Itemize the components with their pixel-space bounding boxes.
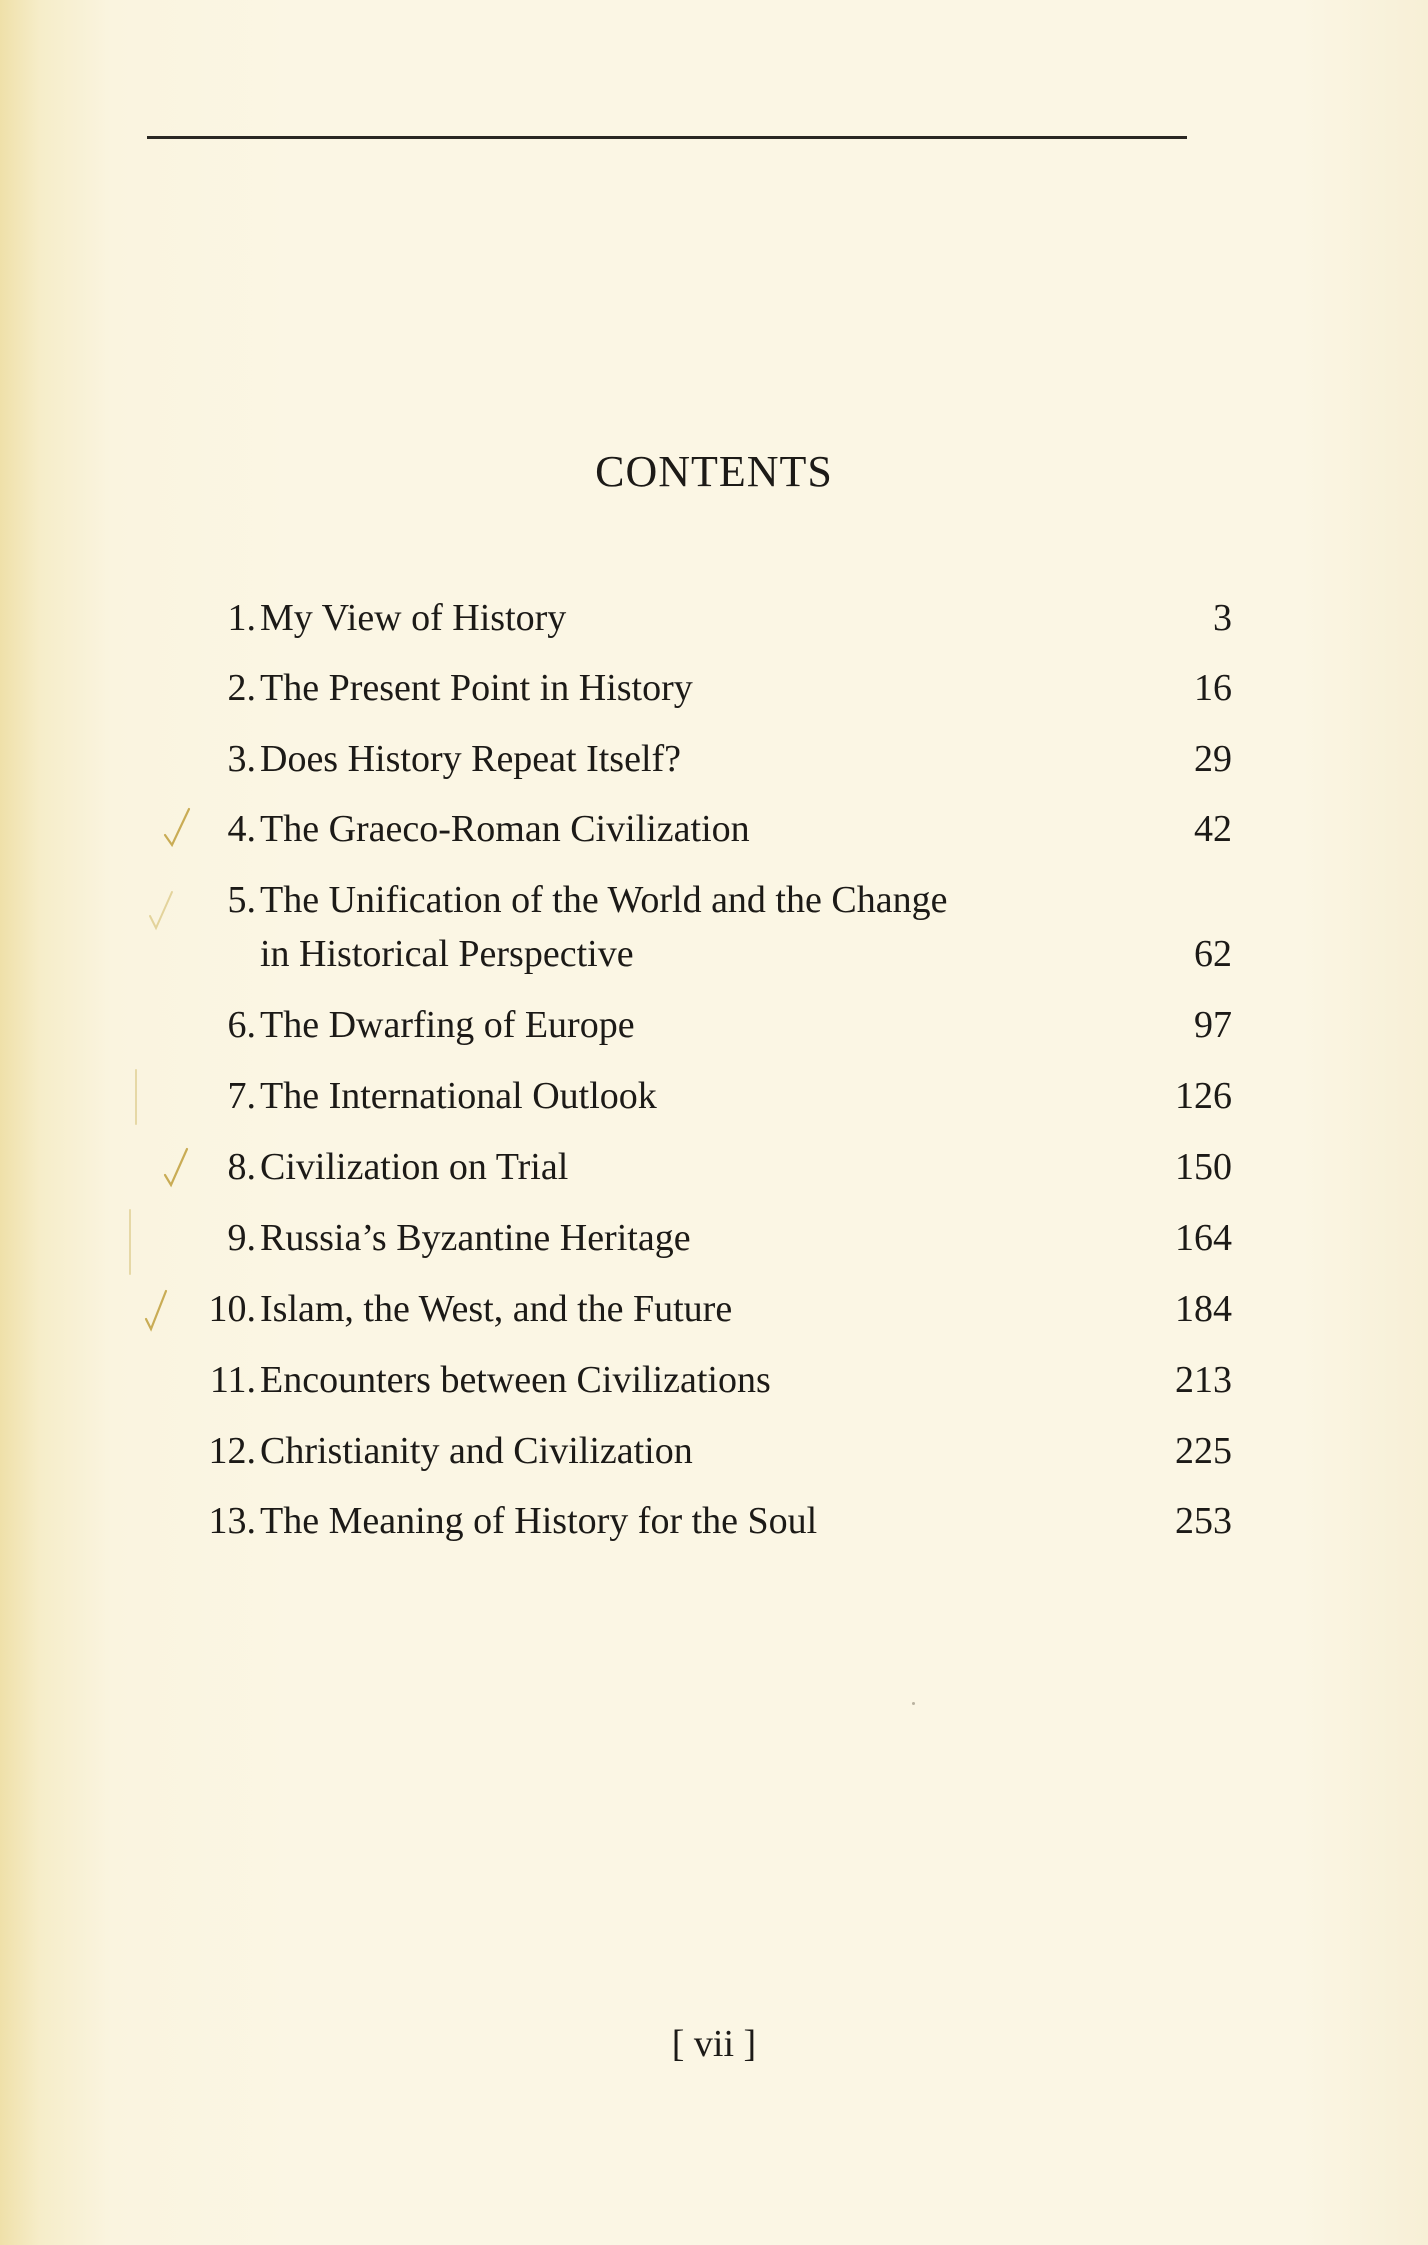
- toc-entry: [0, 1358, 1428, 1418]
- toc-entry: [0, 596, 1428, 656]
- entry-page: 184: [1175, 1288, 1232, 1330]
- entry-page: 29: [1194, 738, 1232, 780]
- entry-title: Encounters between Civilizations: [260, 1359, 771, 1401]
- entry-number: 6.: [227, 1004, 256, 1046]
- entry-number: 13.: [208, 1500, 256, 1542]
- entry-title: The Unification of the World and the Change: [260, 879, 948, 921]
- paper-speck: [912, 1702, 915, 1705]
- entry-page: 225: [1175, 1430, 1232, 1472]
- entry-page: 3: [1213, 597, 1232, 639]
- entry-number: 11.: [209, 1359, 256, 1401]
- entry-number: 10.: [208, 1288, 256, 1330]
- entry-number: 1.: [227, 597, 256, 639]
- toc-entry: [0, 878, 1428, 988]
- entry-page: 16: [1194, 667, 1232, 709]
- entry-page: 97: [1194, 1004, 1232, 1046]
- entry-number: 9.: [227, 1217, 256, 1259]
- entry-title: Russia’s Byzantine Heritage: [260, 1217, 691, 1259]
- entry-number: 12.: [208, 1430, 256, 1472]
- entry-page: 126: [1175, 1075, 1232, 1117]
- entry-title: The Meaning of History for the Soul: [260, 1500, 818, 1542]
- pencil-margin-mark-icon: [128, 1068, 158, 1118]
- entry-page: 164: [1175, 1217, 1232, 1259]
- toc-entry: [0, 1429, 1428, 1489]
- toc-entry: [0, 666, 1428, 726]
- toc-entry: [0, 1003, 1428, 1063]
- entry-title: My View of History: [260, 597, 567, 639]
- toc-entry: [0, 1074, 1428, 1134]
- entry-page: 150: [1175, 1146, 1232, 1188]
- pencil-check-icon: [142, 1285, 172, 1335]
- entry-title-continued: in Historical Perspective: [260, 933, 634, 975]
- entry-title: The International Outlook: [260, 1075, 657, 1117]
- pencil-margin-mark-icon: [120, 1208, 150, 1258]
- page-title: CONTENTS: [595, 447, 833, 496]
- entry-page: 253: [1175, 1500, 1232, 1542]
- entry-number: 2.: [227, 667, 256, 709]
- entry-title: Does History Repeat Itself?: [260, 738, 682, 780]
- toc-entry: [0, 807, 1428, 867]
- entry-number: 4.: [227, 808, 256, 850]
- toc-entry: [0, 1145, 1428, 1205]
- entry-page: 213: [1175, 1359, 1232, 1401]
- toc-entry: [0, 737, 1428, 797]
- entry-title: The Dwarfing of Europe: [260, 1004, 635, 1046]
- toc-entry: [0, 1499, 1428, 1559]
- entry-title: Civilization on Trial: [260, 1146, 569, 1188]
- entry-number: 3.: [227, 738, 256, 780]
- page-folio: [ vii ]: [671, 2023, 757, 2065]
- pencil-check-icon: [162, 1143, 192, 1193]
- pencil-check-icon: [146, 886, 176, 936]
- entry-title: Islam, the West, and the Future: [260, 1288, 733, 1330]
- pencil-check-icon: [162, 805, 192, 855]
- top-rule: [147, 136, 1187, 139]
- entry-number: 7.: [227, 1075, 256, 1117]
- toc-entry: [0, 1287, 1428, 1347]
- entry-number: 5.: [227, 879, 256, 921]
- entry-page: 42: [1194, 808, 1232, 850]
- entry-title: Christianity and Civilization: [260, 1430, 693, 1472]
- toc-entry: [0, 1216, 1428, 1276]
- entry-page: 62: [1194, 933, 1232, 975]
- entry-title: The Graeco-Roman Civilization: [260, 808, 750, 850]
- entry-title: The Present Point in History: [260, 667, 693, 709]
- entry-number: 8.: [227, 1146, 256, 1188]
